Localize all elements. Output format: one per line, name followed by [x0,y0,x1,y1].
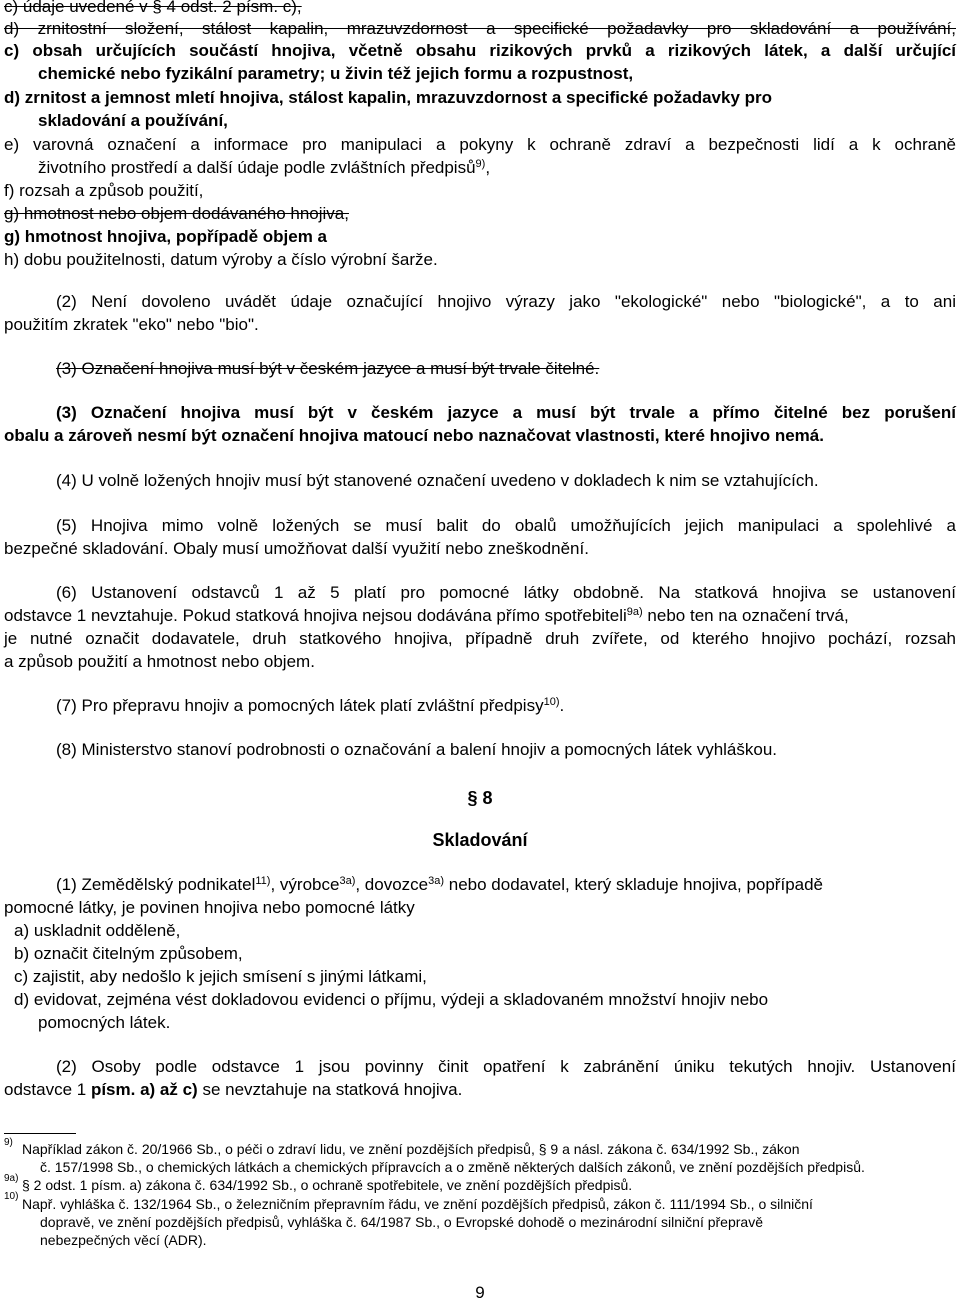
paragraph-8: (8) Ministerstvo stanoví podrobnosti o označování a balení hnojiv a pomocných látek vyhláškou. [56,740,778,759]
footnote-9-line-2: č. 157/1998 Sb., o chemických látkách a chemických přípravcích a o změně některých dalších zákonů, ve znění pozdějších předpisů. [40,1159,865,1175]
footnote-divider [4,1133,76,1134]
paragraph-6-line-2-end: nebo ten na označení trvá, [642,606,849,625]
footnote-ref: 3a) [428,875,445,887]
section-8-paragraph-2-line-1: (2) Osoby podle odstavce 1 jsou povinny činit opatření k zabránění úniku tekutých hnojiv. Ustanovení [56,1057,956,1076]
list-item-f: f) rozsah a způsob použití, [4,181,204,200]
s8p1-text-b: , výrobce [270,875,340,894]
s8p1-text-c: , dovozce [355,875,429,894]
s8-list-item-a: a) uskladnit odděleně, [14,921,181,940]
footnote-ref: 9) [475,158,486,170]
footnote-10-line-3: nebezpečných věcí (ADR). [40,1232,207,1248]
footnote-ref: 11) [255,875,271,887]
paragraph-5-line-2: bezpečné skladování. Obaly musí umožňovat další využití nebo zneškodnění. [4,539,589,558]
list-item-d-deleted: d) zrnitostní složení, stálost kapalin, mrazuvzdornost a specifické požadavky pro skladování a používání, [4,19,956,38]
s8-list-item-d-cont: pomocných látek. [38,1013,171,1032]
list-item-e-cont [38,157,490,179]
list-item-d-new: d) zrnitost a jemnost mletí hnojiva, stálost kapalin, mrazuvzdornost a specifické požadavky pro [4,88,773,107]
footnote-10-line-2: dopravě, ve znění pozdějších předpisů, vyhláška č. 64/1987 Sb., o Evropské dohodě o mezinárodní silniční přepravě [40,1214,763,1230]
list-item-c-deleted: c) údaje uvedené v § 4 odst. 2 písm. c), [4,0,302,16]
s8-list-item-b: b) označit čitelným způsobem, [14,944,243,963]
paragraph-6-line-1: (6) Ustanovení odstavců 1 až 5 platí pro pomocné látky obdobně. Na statková hnojiva se ustanovení [56,583,956,602]
paragraph-3-new-line-1: (3) Označení hnojiva musí být v českém jazyce a musí být trvale a přímo čitelné bez porušení [56,403,956,422]
section-8-paragraph-1-line-1 [56,874,823,896]
paragraph-3-new-line-2: obalu a zároveň nesmí být označení hnojiva matoucí nebo naznačovat vlastnosti, které hnojivo nemá. [4,426,824,445]
s8p2-text-bold: písm. a) až c) [90,1080,198,1099]
section-title: Skladování [432,830,528,850]
s8p1-text-d: nebo dodavatel, který skladuje hnojiva, popřípadě [444,875,824,894]
paragraph-7-text: (7) Pro přepravu hnojiv a pomocných látek platí zvláštní předpisy [56,696,544,715]
list-item-g-deleted: g) hmotnost nebo objem dodávaného hnojiva, [4,204,349,223]
paragraph-7-end: . [559,696,565,715]
paragraph-6-line-3: je nutné označit dodavatele, druh statkového hnojiva, případně druh zvířete, od kterého hnojivo pochází, rozsah [4,629,956,648]
footnote-ref: 10) [543,696,560,708]
section-8-paragraph-2-line-2 [4,1079,462,1101]
s8p2-text-c: se nevztahuje na statková hnojiva. [197,1080,463,1099]
footnote-9-mark: 9) [4,1137,13,1148]
section-number: § 8 [467,788,493,808]
footnote-9a-line-1: § 2 odst. 1 písm. a) zákona č. 634/1992 Sb., o ochraně spotřebitele, ve znění pozdějších předpisů. [22,1177,633,1193]
paragraph-6-line-2-text: odstavce 1 nevztahuje. Pokud statková hnojiva nejsou dodávána přímo spotřebiteli [4,606,627,625]
list-item-c-new: c) obsah určujících součástí hnojiva, včetně obsahu rizikových prvků a rizikových látek, a další určující [4,41,956,60]
paragraph-4: (4) U volně ložených hnojiv musí být stanovené označení uvedeno v dokladech k nim se vztahujících. [56,471,819,490]
list-item-h: h) dobu použitelnosti, datum výroby a číslo výrobní šarže. [4,250,438,269]
footnote-ref: 9a) [626,606,643,618]
footnote-10-line-1: Např. vyhláška č. 132/1964 Sb., o železničním přepravním řádu, ve znění pozdějších předpisů, zákon č. 111/1994 Sb., o silniční [22,1196,813,1212]
paragraph-5-line-1: (5) Hnojiva mimo volně ložených se musí balit do obalů umožňujících jejich manipulaci a spolehlivé a [56,516,956,535]
s8p2-text-a: odstavce 1 [4,1080,91,1099]
footnote-9a-mark: 9a) [4,1173,19,1184]
section-8-paragraph-1-line-2: pomocné látky, je povinen hnojiva nebo pomocné látky [4,898,415,917]
footnote-10-mark: 10) [4,1191,19,1202]
s8-list-item-c: c) zajistit, aby nedošlo k jejich smísení s jinými látkami, [14,967,427,986]
list-item-e-text: životního prostředí a další údaje podle zvláštních předpisů [38,158,476,177]
paragraph-6-line-2 [4,605,849,627]
footnote-9-line-1: Například zákon č. 20/1966 Sb., o péči o zdraví lidu, ve znění pozdějších předpisů, § 9 a násl. zákona č. 634/1992 Sb., zákon [22,1141,800,1157]
list-item-c-new-cont: chemické nebo fyzikální parametry; u živin též jejich formu a rozpustnost, [38,64,634,83]
list-item-g-new: g) hmotnost hnojiva, popřípadě objem a [4,227,328,246]
paragraph-2-line-1: (2) Není dovoleno uvádět údaje označující hnojivo výrazy jako "ekologické" nebo "biologické", a to ani [56,292,956,311]
footnote-ref: 3a) [339,875,356,887]
paragraph-2-line-2: použitím zkratek "eko" nebo "bio". [4,315,259,334]
paragraph-7 [56,695,564,717]
s8-list-item-d: d) evidovat, zejména vést dokladovou evidenci o příjmu, výdeji a skladovaném množství hnojiv nebo [14,990,769,1009]
paragraph-6-line-4: a způsob použití a hmotnost nebo objem. [4,652,315,671]
s8p1-text-a: (1) Zemědělský podnikatel [56,875,256,894]
paragraph-3-deleted: (3) Označení hnojiva musí být v českém jazyce a musí být trvale čitelné. [56,359,600,378]
list-item-e-end: , [485,158,491,177]
list-item-d-new-cont: skladování a používání, [38,111,228,130]
list-item-e: e) varovná označení a informace pro manipulaci a pokyny k ochraně zdraví a bezpečnosti lidí a k ochraně [4,135,956,154]
page-number: 9 [475,1283,485,1302]
